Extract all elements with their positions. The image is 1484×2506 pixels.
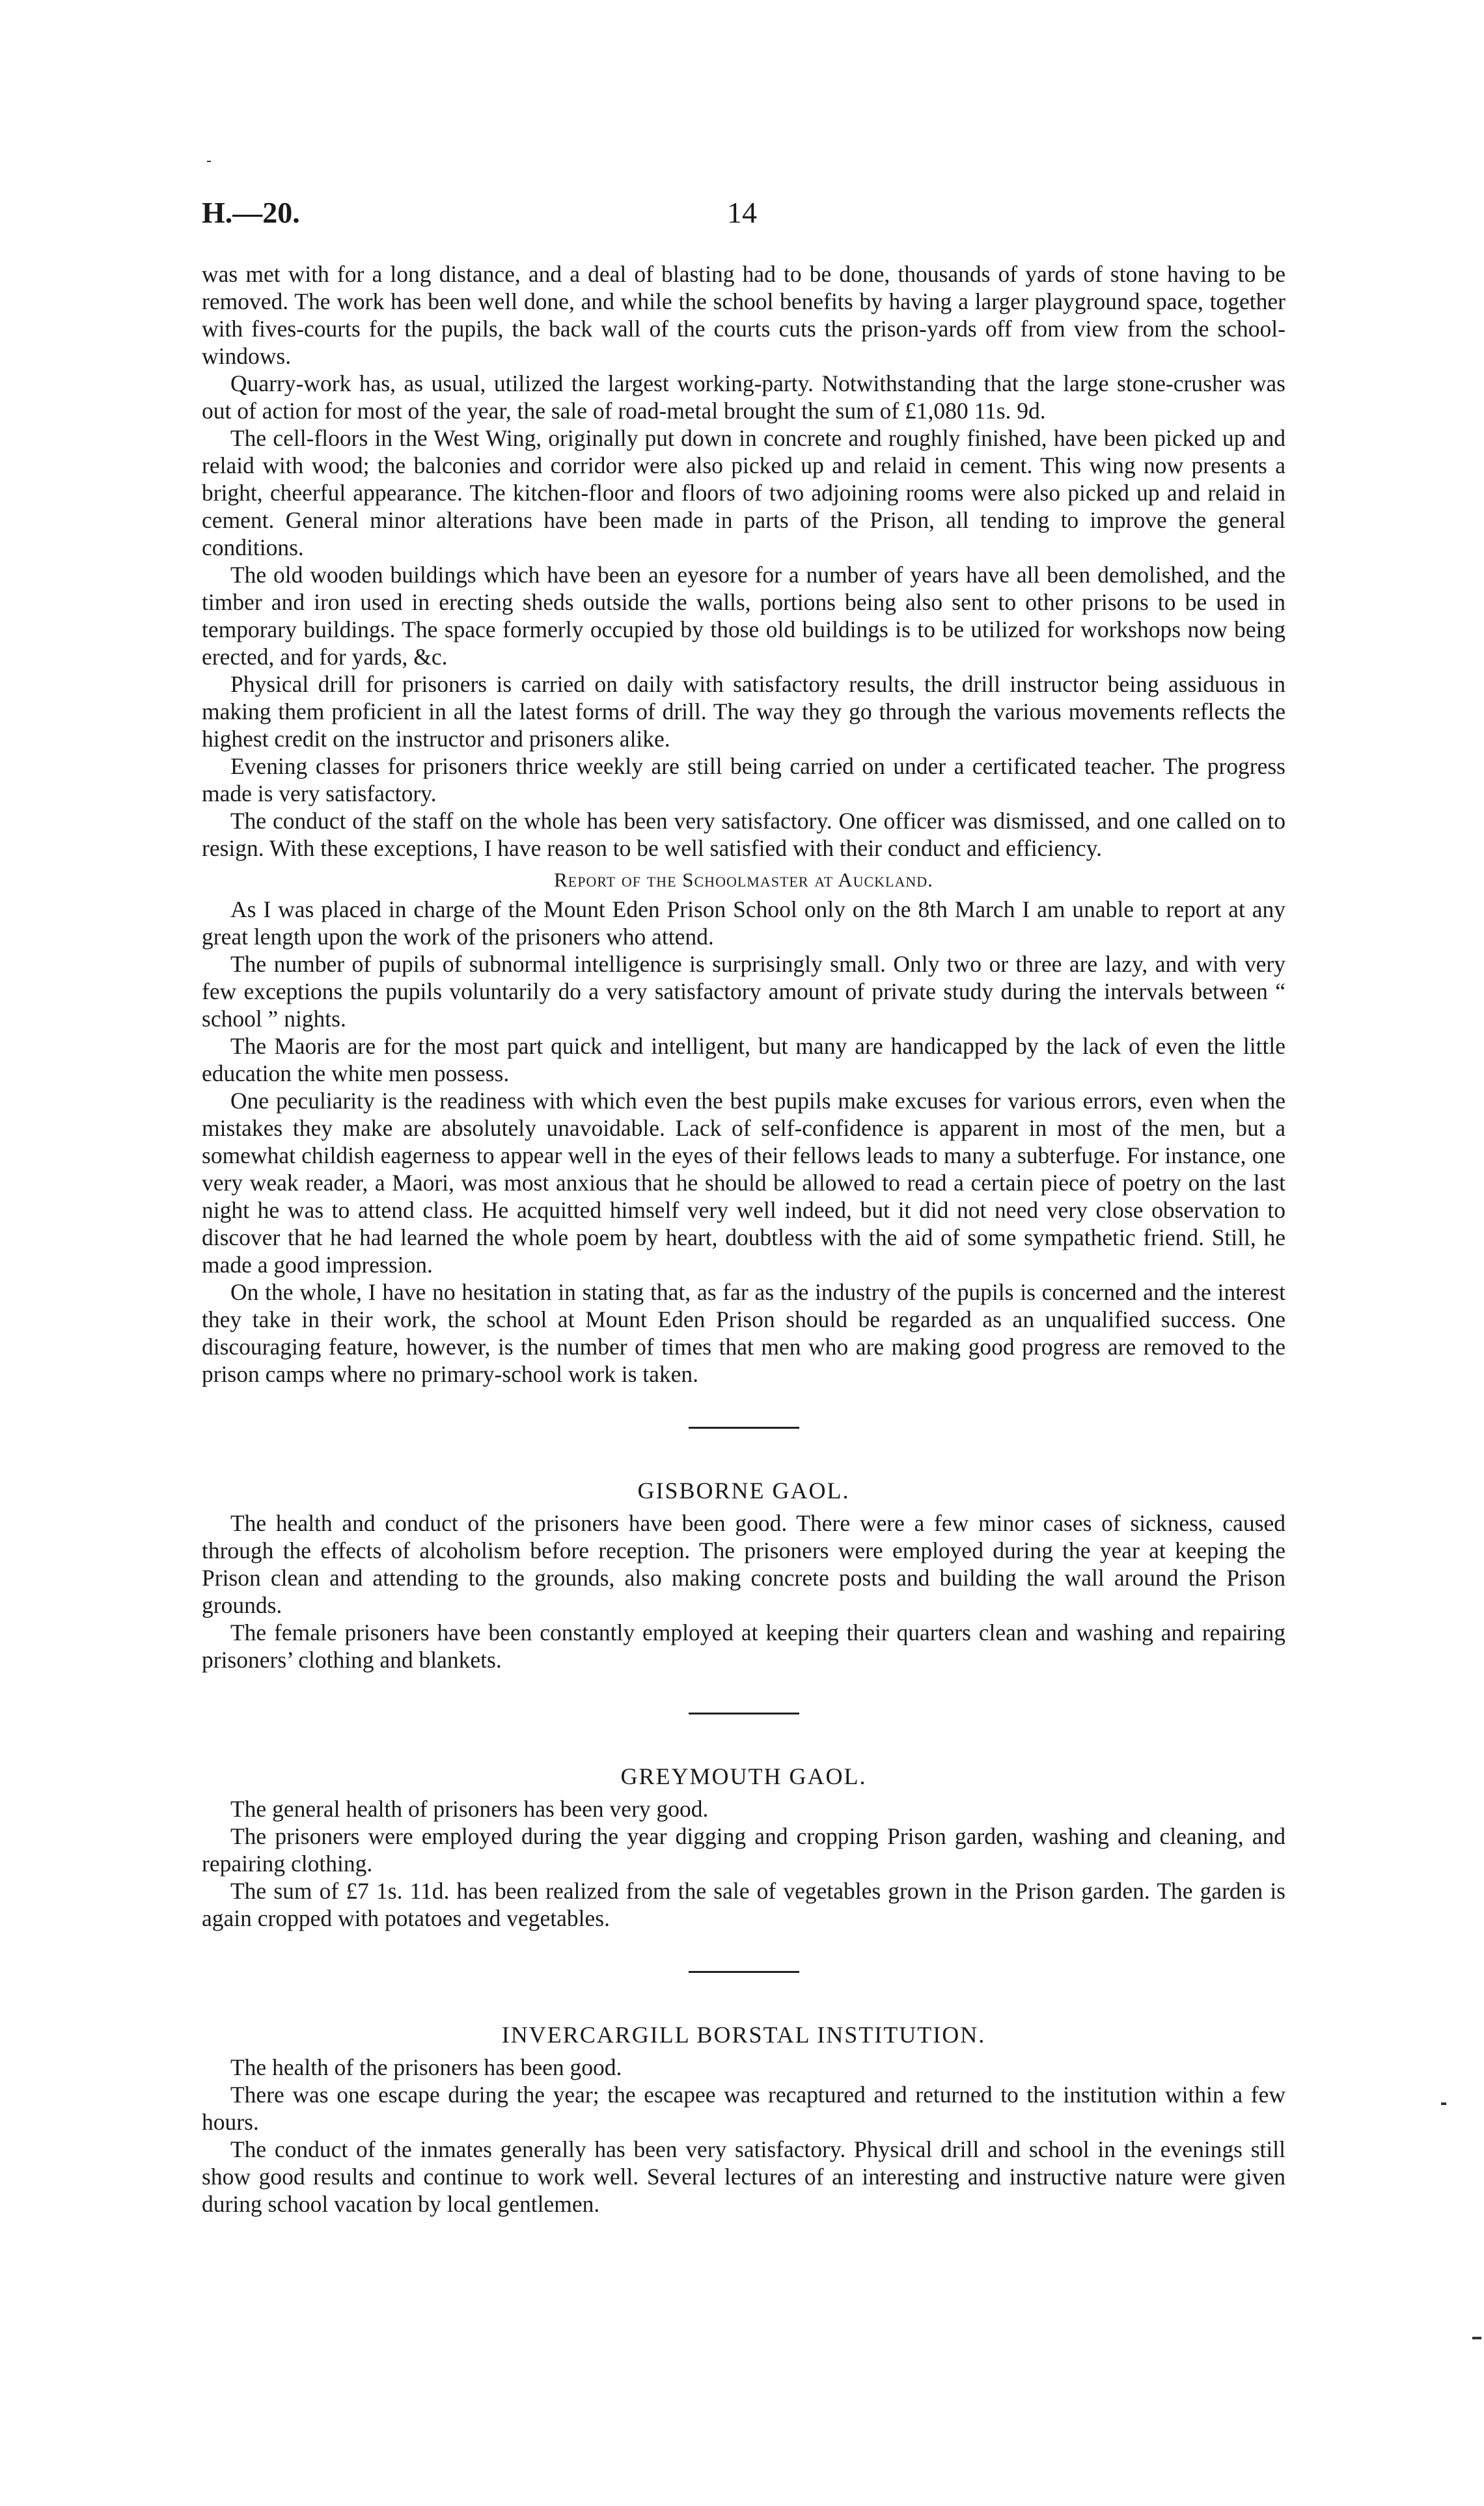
schoolmaster-report-section: [202, 868, 1285, 1388]
section-heading: GISBORNE GAOL.: [637, 1478, 850, 1504]
paragraph: The prisoners were employed during the year digging and cropping Prison garden, washing and cleaning, and repairing clothing.: [202, 1823, 1285, 1877]
paragraph: The conduct of the staff on the whole has been very satisfactory. One officer was dismissed, and one called on to resign. With these exceptions, I have reason to be well satisfied with their conduct and efficiency.: [202, 808, 1285, 861]
paragraph: Quarry-work has, as usual, utilized the largest working-party. Notwithstanding that the large stone-crusher was out of action for most of the year, the sale of road-metal brought the sum of £1,080 11s. 9d.: [202, 370, 1285, 424]
paragraph: The cell-floors in the West Wing, originally put down in concrete and roughly finished, have been picked up and relaid with wood; the balconies and corridor were also picked up and relaid in cement. This wing now presents a bright, cheerful appearance. The kitchen-floor and floors of two adjoining rooms were also picked up and relaid in cement. General minor alterations have been made in parts of the Prison, all tending to improve the general conditions.: [202, 425, 1285, 560]
section-heading: INVERCARGILL BORSTAL INSTITUTION.: [501, 2022, 986, 2048]
paragraph: Physical drill for prisoners is carried on daily with satisfactory results, the drill instructor being assiduous in making them proficient in all the latest forms of drill. The way they go through the various movements reflects the highest credit on the instructor and prisoners alike.: [202, 671, 1285, 752]
paragraph: was met with for a long distance, and a deal of blasting had to be done, thousands of yards of stone having to be removed. The work has been well done, and while the school benefits by having a larger playground space, together with fives-courts for the pupils, the back wall of the courts cuts the prison-yards off from view from the school-windows.: [202, 261, 1285, 369]
paragraph: Evening classes for prisoners thrice weekly are still being carried on under a certificated teacher. The progress made is very satisfactory.: [202, 753, 1285, 806]
invercargill-borstal-section: [202, 2021, 1285, 2218]
paragraph: The old wooden buildings which have been an eyesore for a number of years have all been demolished, and the timber and iron used in erecting sheds outside the walls, portions being also sent to other prisons to be used in temporary buildings. The space formerly occupied by those old buildings is to be utilized for workshops now being erected, and for yards, &c.: [202, 562, 1285, 670]
paragraph: The number of pupils of subnormal intelligence is surprisingly small. Only two or three are lazy, and with very few exceptions the pupils voluntarily do a very satisfactory amount of private study during the intervals between “ school ” nights.: [202, 951, 1285, 1032]
greymouth-gaol-section: [202, 1763, 1285, 1932]
paragraph: The Maoris are for the most part quick and intelligent, but many are handicapped by the lack of even the little education the white men possess.: [202, 1033, 1285, 1086]
paragraph: The general health of prisoners has been very good.: [230, 1796, 709, 1822]
paragraph: The female prisoners have been constantly employed at keeping their quarters clean and washing and repairing prisoners’ clothing and blankets.: [202, 1619, 1285, 1673]
section-subheading: Report of the Schoolmaster at Auckland.: [554, 868, 933, 891]
paragraph: On the whole, I have no hesitation in stating that, as far as the industry of the pupils is concerned and the interest they take in their work, the school at Mount Eden Prison should be regarded as an unqualified success. One discouraging feature, however, is the number of times that men who are making good progress are removed to the prison camps where no primary-school work is taken.: [202, 1279, 1285, 1387]
paragraph: The sum of £7 1s. 11d. has been realized from the sale of vegetables grown in the Prison garden. The garden is again cropped with potatoes and vegetables.: [202, 1878, 1285, 1931]
scan-speck: [1441, 2102, 1446, 2105]
paragraph: One peculiarity is the readiness with which even the best pupils make excuses for various errors, even when the mistakes they make are absolutely unavoidable. Lack of self-confidence is apparent in most of the men, but a somewhat childish eagerness to appear well in the eyes of their fellows leads to many a subterfuge. For instance, one very weak reader, a Maori, was most anxious that he should be allowed to read a certain piece of poetry on the last night he was to attend class. He acquitted himself very well indeed, but it did not need very close observation to discover that he had learned the whole poem by heart, doubtless with the aid of some sympathetic friend. Still, he made a good impression.: [202, 1088, 1285, 1278]
page-number: 14: [727, 196, 757, 229]
paragraph: As I was placed in charge of the Mount Eden Prison School only on the 8th March I am unable to report at any great length upon the work of the prisoners who attend.: [202, 896, 1285, 950]
page-body: [202, 260, 1285, 2218]
intro-section: [202, 260, 1285, 862]
paragraph: The health of the prisoners has been good.: [230, 2054, 622, 2080]
paragraph: There was one escape during the year; the escapee was recaptured and returned to the institution within a few hours.: [202, 2082, 1285, 2135]
paragraph: The conduct of the inmates generally has been very satisfactory. Physical drill and school in the evenings still show good results and continue to work well. Several lectures of an interesting and instructive nature were given during school vacation by local gentlemen.: [202, 2136, 1285, 2217]
section-heading: GREYMOUTH GAOL.: [620, 1763, 867, 1789]
page-header: [202, 195, 1282, 247]
paragraph: The health and conduct of the prisoners have been good. There were a few minor cases of sickness, caused through the effects of alcoholism before reception. The prisoners were employed during the year at keeping the Prison clean and attending to the grounds, also making concrete posts and building the wall around the Prison grounds.: [202, 1510, 1285, 1618]
scan-speck: [1472, 2337, 1481, 2339]
gisborne-gaol-section: [202, 1477, 1285, 1673]
scan-speck: [207, 161, 211, 162]
document-code: H.—20.: [202, 196, 300, 229]
